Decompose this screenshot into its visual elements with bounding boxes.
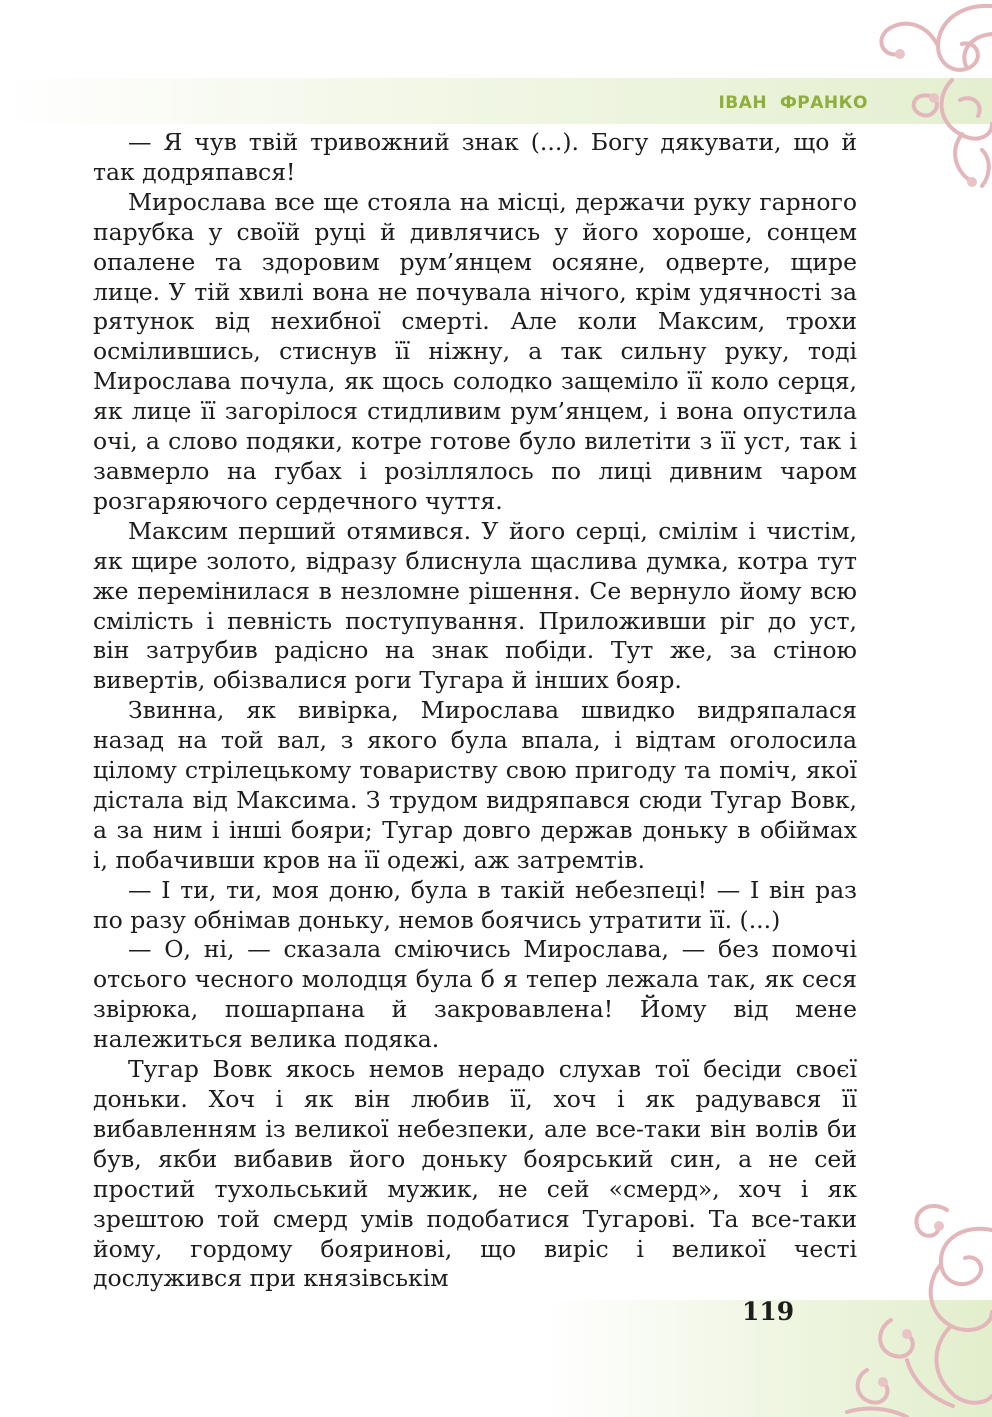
author-name: ІВАН ФРАНКО [718,93,868,113]
paragraph: Звинна, як вивірка, Мирослава швидко видряпалася назад на той вал, з якого була впала, і відтам оголосила цілому стрілецькому товариству свою пригоду та поміч, якої дістала від Максима. З трудом видряпався сюди Тугар Вовк, а за ним і інші бояри; Тугар довго держав доньку в обіймах і, побачивши кров на її одежі, аж затремтів. [93,696,857,874]
page-body [93,128,857,1294]
paragraph: — Я чув твій тривожний знак (...). Богу дякувати, що й так додряпався! [93,128,857,186]
paragraph: Максим перший отямився. У його серці, смілім і чистім, як щире золото, відразу блиснула щаслива думка, котра тут же перемінилася в незломне рішення. Се вернуло йому всю сміліcть і певність поступування. Приложивши ріг до уст, він затрубив радісно на знак побіди. Тут же, за стіною вивертів, обізвалися роги Тугара й інших бояр. [93,516,857,695]
floral-ornament-icon [827,1200,992,1417]
page-number: 119 [742,1297,795,1326]
paragraph: — О, ні, — сказала сміючись Мирослава, — без помочі отсього чесного молодця була б я тепер лежала так, як сеся звірюка, пошарпана й закровавлена! Йому від мене належиться велика подяка. [93,935,857,1054]
paragraph: Тугар Вовк якось немов нерадо слухав тої бесіди своєї доньки. Хоч і як він любив її, хоч і як радувався її вибавленням із великої небезпеки, але все-таки він волів би був, якби вибавив його доньку боярський син, а не сей простий тухольський мужик, не сей «смерд», хоч і як зрештою той смерд умів подобатися Тугарові. Та все-таки йому, гордому бояринові, що виріс і великої честі дослужився при князівськім [93,1055,857,1293]
paragraph: Мирослава все ще стояла на місці, держачи руку гарного парубка у своїй руці й дивлячись у його хороше, сонцем опалене та здоровим рум’янцем осяяне, одверте, щире лице. У тій хвилі вона не почувала нічого, крім удячності за рятунок від нехибної смерті. Але коли Максим, трохи осмілившись, стиснув її ніжну, а так сильну руку, тоді Мирослава почула, як щось солодко защеміло її коло серця, як лице її загорілося стидливим рум’янцем, і вона опустила очі, а слово подяки, котре готове було вилетіти з її уст, так і завмерло на губах і розіллялось по лиці дивним чаром розгаряючого сердечного чуття. [93,187,857,515]
paragraph: — І ти, ти, моя доню, була в такій небезпеці! — І він раз по разу обнімав доньку, немов боячись утратити її. (...) [93,875,857,934]
